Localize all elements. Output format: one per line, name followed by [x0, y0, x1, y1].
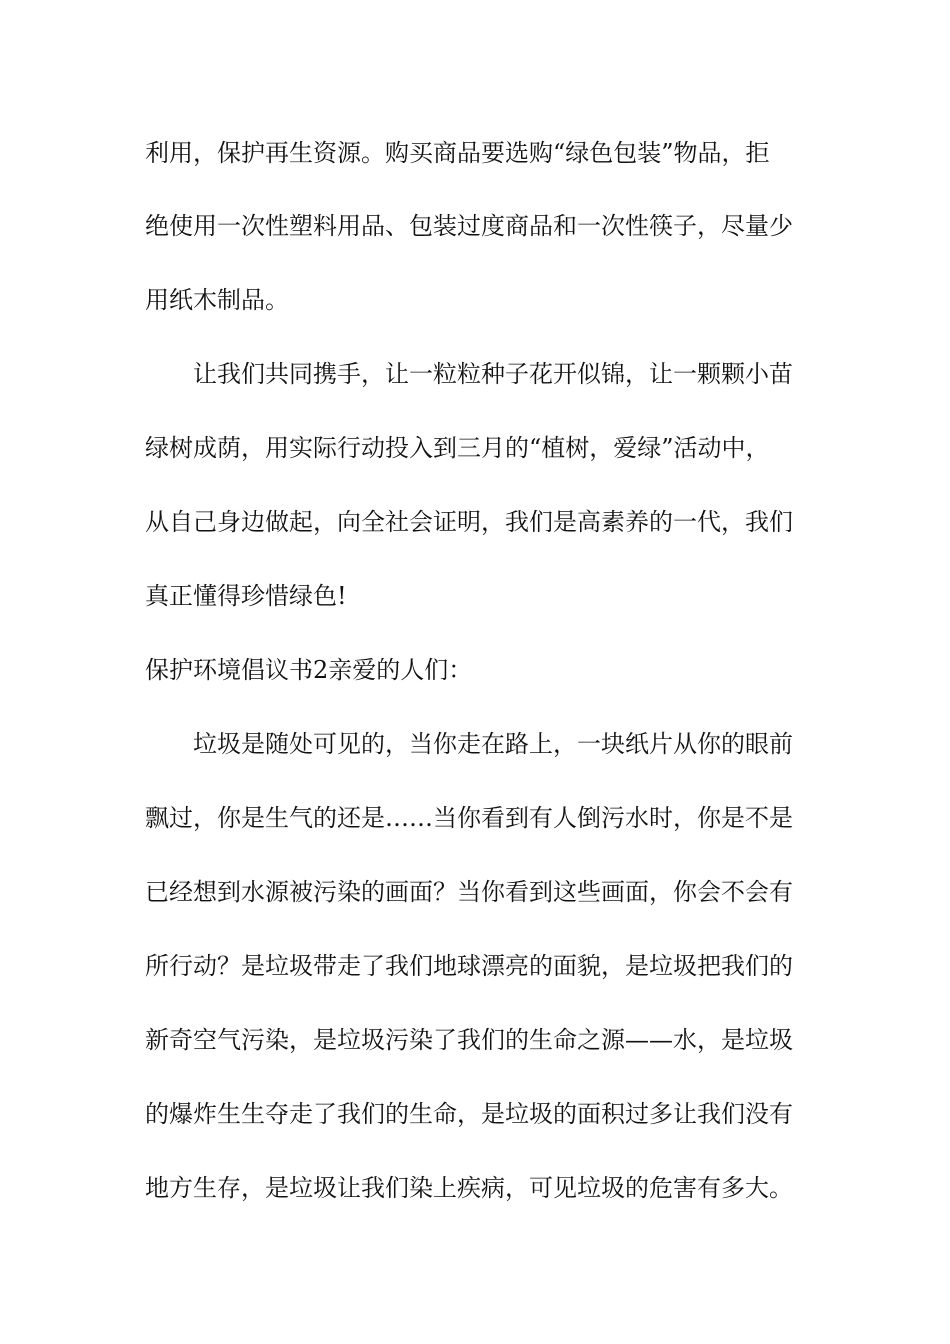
text-line: 从自己身边做起，向全社会证明，我们是高素养的一代，我们	[145, 508, 793, 536]
text-line: 已经想到水源被污染的画面？当你看到这些画面，你会不会有	[145, 878, 793, 906]
text-line: 真正懂得珍惜绿色!	[145, 582, 347, 610]
section-heading-line: 保护环境倡议书2亲爱的人们：	[145, 656, 473, 684]
text-line: 利用，保护再生资源。购买商品要选购“绿色包装”物品，拒	[145, 139, 770, 167]
text-line: 用纸木制品。	[145, 286, 289, 314]
text-line: 的爆炸生生夺走了我们的生命，是垃圾的面积过多让我们没有	[145, 1100, 793, 1128]
paragraph-start-line: 垃圾是随处可见的，当你走在路上，一块纸片从你的眼前	[193, 730, 793, 758]
text-line: 绝使用一次性塑料用品、包装过度商品和一次性筷子，尽量少	[145, 212, 793, 240]
text-line: 新奇空气污染，是垃圾污染了我们的生命之源——水，是垃圾	[145, 1026, 793, 1054]
text-line: 所行动？是垃圾带走了我们地球漂亮的面貌，是垃圾把我们的	[145, 952, 793, 980]
text-line: 绿树成荫，用实际行动投入到三月的“植树，爱绿”活动中，	[145, 434, 770, 462]
text-line: 飘过，你是生气的还是……当你看到有人倒污水时，你是不是	[145, 804, 793, 832]
text-line: 地方生存，是垃圾让我们染上疾病，可见垃圾的危害有多大。	[145, 1174, 793, 1202]
paragraph-start-line: 让我们共同携手，让一粒粒种子花开似锦，让一颗颗小苗	[193, 360, 793, 388]
